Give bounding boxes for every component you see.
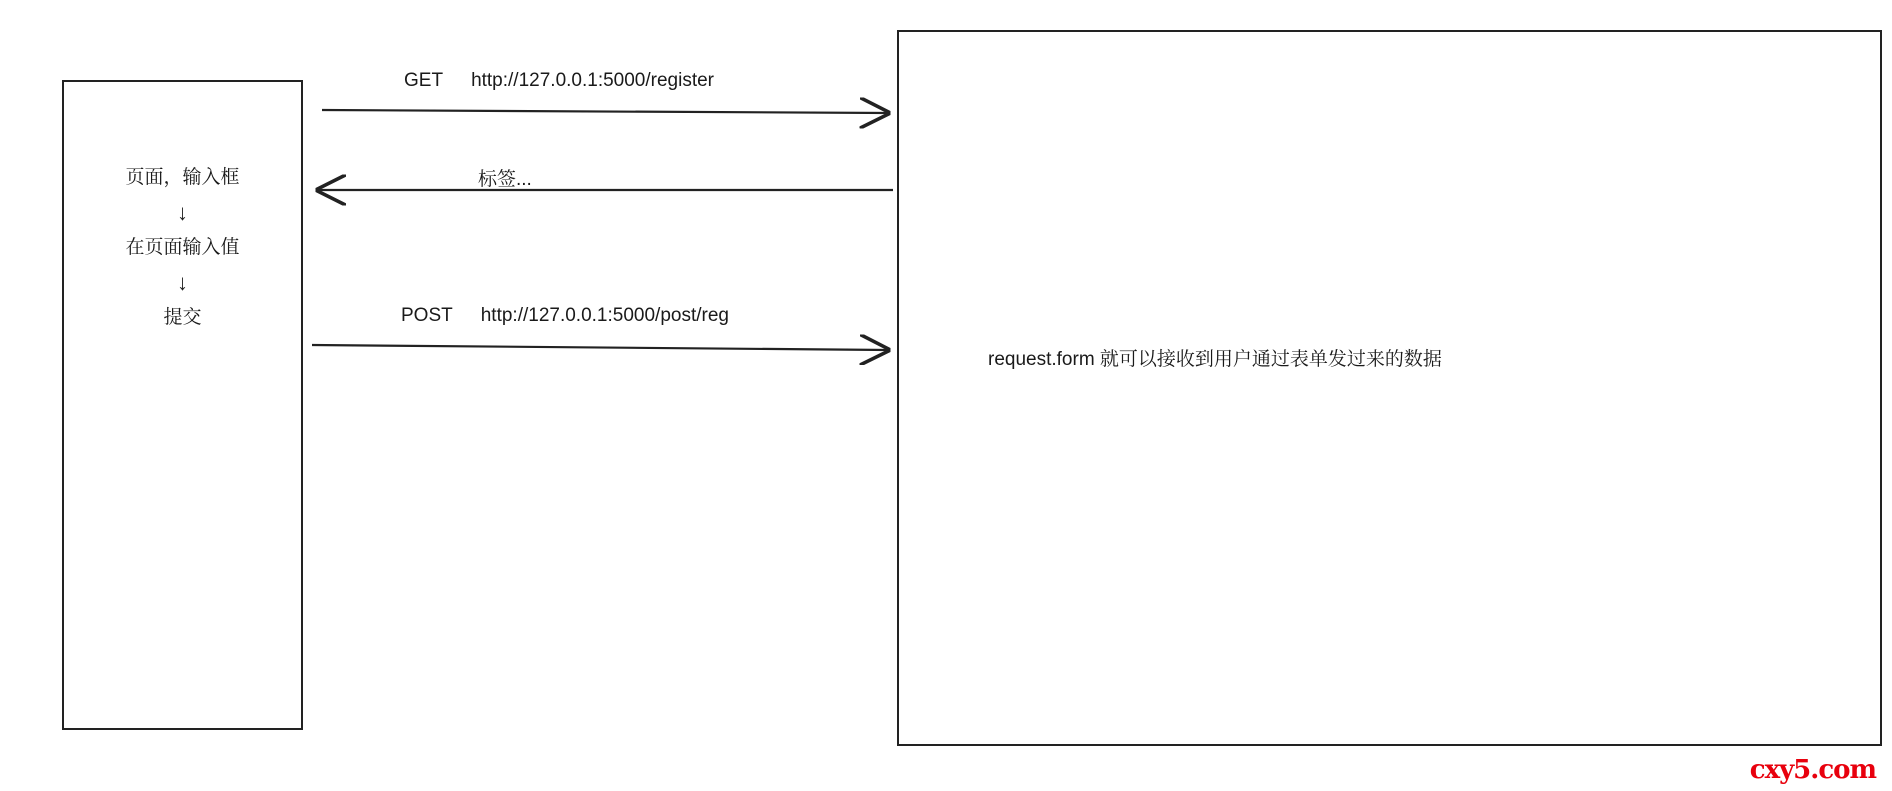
client-step-page-input: 页面，输入框	[125, 167, 240, 188]
client-step-submit: 提交	[163, 307, 202, 328]
label-get-request	[404, 70, 714, 92]
arrow-get-register	[322, 110, 888, 113]
label-post-verb: POST	[401, 305, 453, 326]
down-arrow-icon-2: ↓	[177, 270, 188, 295]
down-arrow-icon: ↓	[177, 200, 188, 225]
watermark: cxy5.com	[1749, 755, 1876, 785]
label-get-verb: GET	[404, 70, 444, 91]
client-step-enter-value: 在页面输入值	[125, 237, 240, 258]
server-box	[897, 30, 1882, 746]
client-flow-steps	[62, 160, 303, 336]
label-response-tags: 标签...	[478, 169, 532, 190]
label-get-url: http://127.0.0.1:5000/register	[471, 70, 715, 91]
label-post-url: http://127.0.0.1:5000/post/reg	[480, 305, 729, 326]
label-post-request	[401, 305, 729, 327]
server-note-text: request.form 就可以接收到用户通过表单发过来的数据	[988, 349, 1442, 370]
arrow-post-reg	[312, 345, 888, 350]
